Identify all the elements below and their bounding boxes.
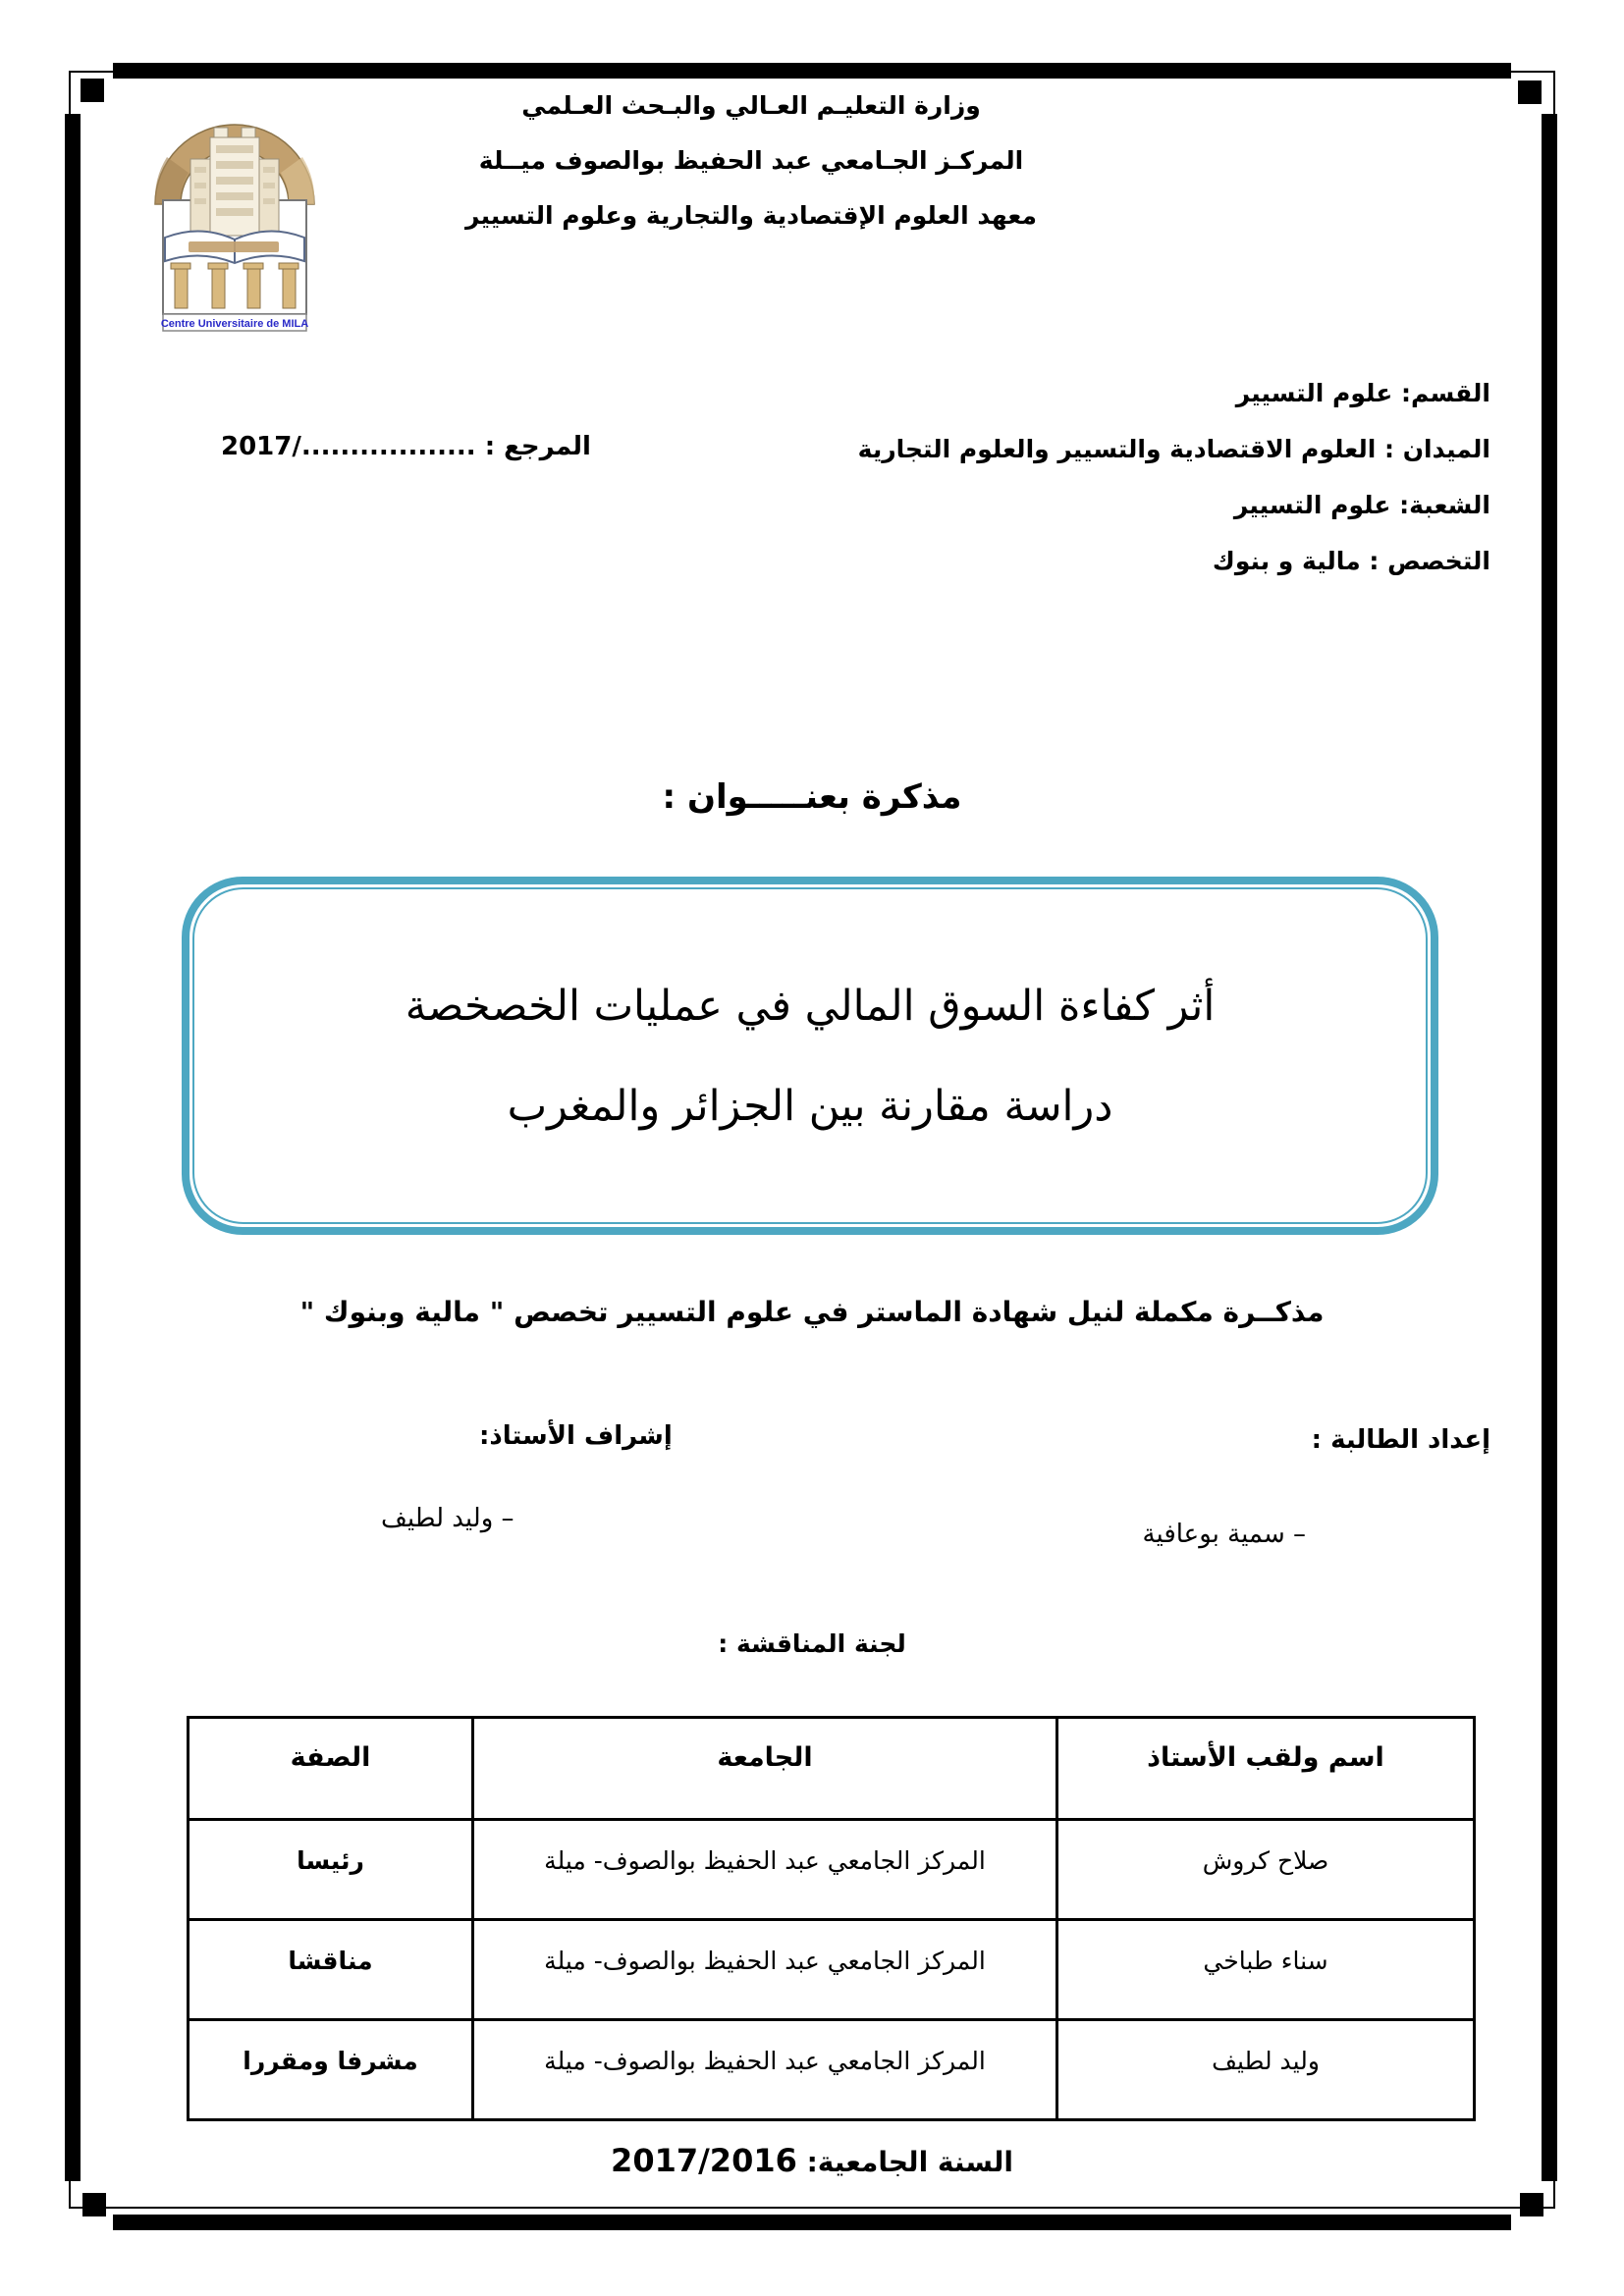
page-border-corner-step [81, 79, 104, 102]
page-border-right-bar [1542, 114, 1557, 2181]
table-row [189, 1820, 1475, 1920]
page-border-left-bar [65, 114, 81, 2181]
table-row [189, 1920, 1475, 2020]
memo-label: مذكرة بعنـــــوان : [662, 777, 962, 817]
specialty-line: التخصص : مالية و بنوك [1212, 547, 1490, 575]
column-header-university: الجامعة [473, 1718, 1057, 1820]
university-logo-icon [128, 88, 342, 334]
page-border-corner-step [1518, 80, 1542, 104]
branch-line: الشعبة: علوم التسيير [1233, 491, 1490, 519]
degree-subtitle: مذكــرة مكملة لنيل شهادة الماستر في علوم التسيير تخصص " مالية وبنوك " [299, 1296, 1325, 1328]
title-box-inner [192, 887, 1428, 1224]
thesis-title-line2: دراسة مقارنة بين الجزائر والمغرب [507, 1081, 1113, 1131]
university-cell: المركز الجامعي عبد الحفيظ بوالصوف- ميلة [473, 1820, 1057, 1920]
university-cell: المركز الجامعي عبد الحفيظ بوالصوف- ميلة [473, 1920, 1057, 2020]
university-logo [128, 88, 342, 334]
professor-name-cell: صلاح كروش [1057, 1820, 1475, 1920]
academic-year-label: السنة الجامعية: [806, 2146, 1013, 2178]
university-cell: المركز الجامعي عبد الحفيظ بوالصوف- ميلة [473, 2020, 1057, 2120]
university-line: المركـز الجـامعي عبد الحفيظ بوالصوف ميــلة [478, 146, 1024, 175]
logo-caption: Centre Universitaire de MILA [160, 318, 309, 330]
table-header-row [189, 1718, 1475, 1820]
prepared-by-label: إعداد الطالبة : [1311, 1425, 1490, 1455]
reference-line: المرجع : ................../2017 [221, 432, 591, 461]
professor-name-cell: وليد لطيف [1057, 2020, 1475, 2120]
committee-label: لجنة المناقشة : [718, 1629, 906, 1658]
page-border-corner-step [82, 2193, 106, 2216]
role-cell: مناقشا [189, 1920, 473, 2020]
field-line: الميدان : العلوم الاقتصادية والتسيير والعلوم التجارية [857, 435, 1490, 463]
role-cell: رئيسا [189, 1820, 473, 1920]
ministry-header [353, 79, 1149, 243]
department-line: القسم: علوم التسيير [1235, 379, 1490, 407]
column-header-role: الصفة [189, 1718, 473, 1820]
institute-line: معهد العلوم الإقتصادية والتجارية وعلوم التسيير [465, 201, 1037, 230]
page-border-bottom-bar [113, 2215, 1511, 2230]
thesis-title-line1: أثر كفاءة السوق المالي في عمليات الخصخصة [405, 981, 1216, 1031]
title-box [182, 877, 1438, 1235]
supervisor-label: إشراف الأستاذ: [479, 1421, 673, 1451]
committee-table [187, 1716, 1476, 2121]
academic-year [0, 2142, 1624, 2179]
student-name: – سمية بوعافية [1142, 1520, 1306, 1549]
role-cell: مشرفا ومقررا [189, 2020, 473, 2120]
page-border-top-bar [113, 63, 1511, 79]
ministry-line: وزارة التعليـم العـالي والبـحث العـلمي [521, 91, 981, 120]
professor-name-cell: سناء طباخي [1057, 1920, 1475, 2020]
academic-info-block [607, 365, 1490, 589]
supervisor-name: – وليد لطيف [381, 1504, 514, 1533]
academic-year-value: 2017/2016 [611, 2142, 797, 2179]
page-border-corner-step [1520, 2193, 1543, 2216]
column-header-professor-name: اسم ولقب الأستاذ [1057, 1718, 1475, 1820]
table-row [189, 2020, 1475, 2120]
